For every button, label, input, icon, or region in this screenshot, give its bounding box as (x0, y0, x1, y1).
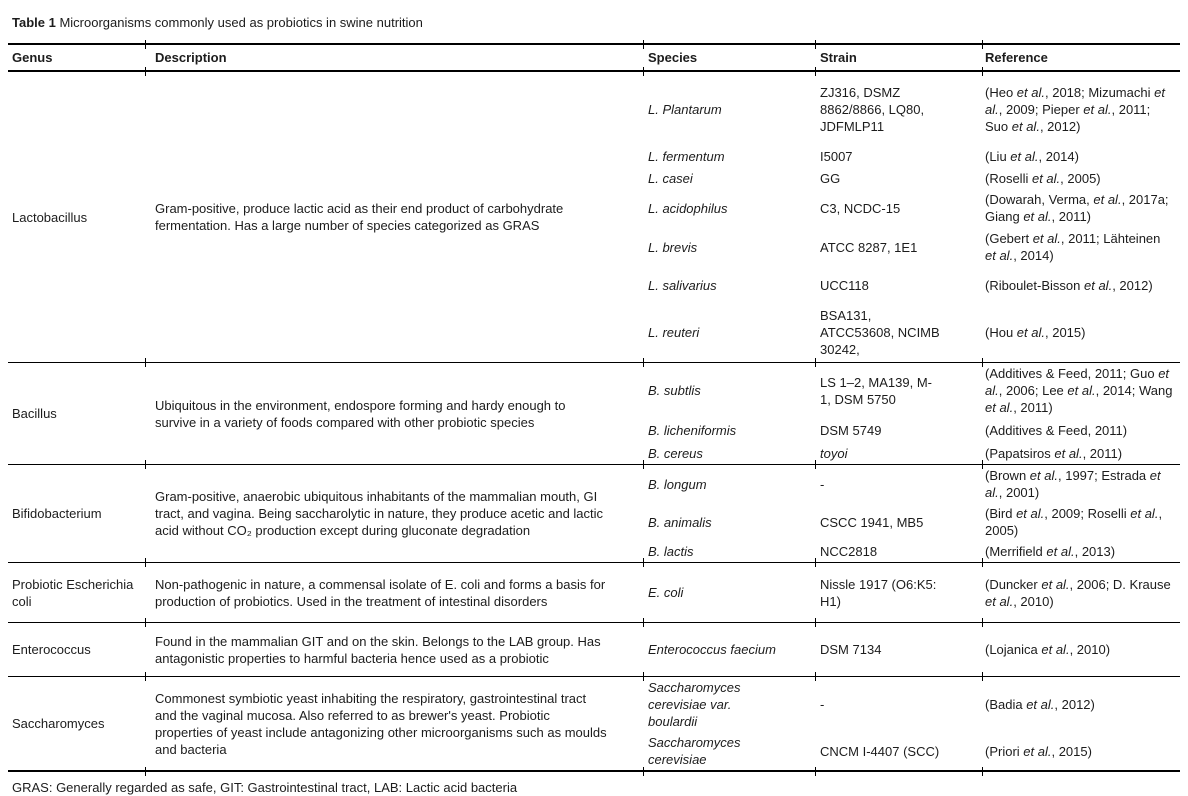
strain-cell: BSA131, ATCC53608, NCIMB 30242, (820, 307, 940, 357)
column-header-species: Species (648, 50, 698, 65)
table-caption (8, 12, 1180, 43)
reference-cell: (Riboulet-Bisson et al., 2012) (985, 277, 1153, 293)
genus-cell: Probiotic Escherichia coli (12, 576, 134, 609)
column-boundary-tick (815, 358, 816, 367)
column-boundary-tick (145, 358, 146, 367)
table-row (643, 227, 1180, 267)
species-rows (643, 563, 1180, 622)
table-row (643, 267, 1180, 303)
table-row (643, 465, 1180, 503)
column-boundary-tick (145, 672, 146, 681)
reference-cell: (Roselli et al., 2005) (985, 170, 1101, 186)
strain-cell: NCC2818 (820, 544, 878, 559)
species-cell: Saccharomyces cerevisiae (648, 735, 741, 767)
description-cell: Commonest symbiotic yeast inhabiting the respiratory, gastrointestinal tract and the vaginal mucosa. Also referred to as brewer's yeast. Probiotic properties of yeast include antagonizing other microorganisms such as moulds and bacteria (155, 690, 607, 757)
column-boundary-tick (643, 40, 644, 49)
species-cell: L. salivarius (648, 277, 717, 293)
column-boundary-tick (982, 558, 983, 567)
table-row (643, 565, 1180, 621)
column-header-reference: Reference (985, 50, 1048, 65)
column-boundary-tick (982, 767, 983, 776)
table-footnote: GRAS: Generally regarded as safe, GIT: Gastrointestinal tract, LAB: Lactic acid bacteria (12, 780, 518, 795)
reference-cell: (Additives & Feed, 2011) (985, 422, 1128, 438)
species-rows (643, 363, 1180, 464)
column-boundary-tick (643, 767, 644, 776)
reference-cell: (Merrifield et al., 2013) (985, 544, 1116, 559)
column-boundary-tick (982, 672, 983, 681)
section-bacillus (8, 362, 1180, 464)
reference-cell: (Hou et al., 2015) (985, 324, 1086, 340)
column-boundary-tick (643, 558, 644, 567)
column-boundary-tick (982, 460, 983, 469)
species-cell: Saccharomyces cerevisiae var. boulardii (648, 680, 741, 729)
table-caption-text: Microorganisms commonly used as probiotics in swine nutrition (55, 15, 423, 30)
species-cell: L. casei (648, 170, 693, 186)
column-boundary-tick (145, 767, 146, 776)
probiotics-table (8, 43, 1180, 772)
species-rows (643, 72, 1180, 362)
table-caption-label: Table 1 (12, 15, 56, 30)
column-boundary-tick (145, 558, 146, 567)
strain-cell: ZJ316, DSMZ 8862/8866, LQ80, JDFMLP11 (820, 84, 925, 134)
reference-cell: (Brown et al., 1997; Estrada et al., 2001) (985, 468, 1161, 500)
table-row (643, 303, 1180, 361)
column-boundary-tick (145, 40, 146, 49)
reference-cell: (Priori et al., 2015) (985, 743, 1092, 759)
column-boundary-tick (815, 672, 816, 681)
column-boundary-tick (643, 358, 644, 367)
table-row (643, 503, 1180, 541)
section-lactobacillus (8, 72, 1180, 362)
genus-cell: Lactobacillus (12, 209, 88, 225)
column-boundary-tick (815, 767, 816, 776)
species-cell: L. brevis (648, 239, 698, 255)
column-boundary-tick (815, 40, 816, 49)
species-cell: B. longum (648, 476, 707, 492)
description-cell: Found in the mammalian GIT and on the skin. Belongs to the LAB group. Has antagonistic properties to harmful bacteria hence used as a probiotic (155, 633, 601, 666)
reference-cell: (Bird et al., 2009; Roselli et al., 2005) (985, 506, 1163, 538)
genus-cell: Bacillus (12, 406, 57, 421)
species-cell: B. licheniformis (648, 422, 737, 438)
species-rows (643, 677, 1180, 770)
strain-cell: ATCC 8287, 1E1 (820, 239, 918, 255)
table-row (643, 442, 1180, 464)
species-rows (643, 623, 1180, 676)
species-cell: Enterococcus faecium (648, 642, 776, 657)
species-cell: L. Plantarum (648, 101, 722, 117)
reference-cell: (Papatsiros et al., 2011) (985, 445, 1123, 461)
species-cell: B. cereus (648, 445, 703, 461)
description-cell: Gram-positive, anaerobic ubiquitous inhabitants of the mammalian mouth, GI tract, and vagina. Being saccharolytic in nature, they produce acetic and lactic acid without CO₂ production except during gluconate degradation (155, 489, 604, 538)
reference-cell: (Duncker et al., 2006; D. Krause et al., 2010) (985, 576, 1171, 609)
column-boundary-tick (815, 558, 816, 567)
section-bifidobacterium (8, 464, 1180, 562)
column-header-genus: Genus (12, 50, 53, 65)
column-boundary-tick (643, 672, 644, 681)
column-boundary-tick (815, 618, 816, 627)
description-cell: Ubiquitous in the environment, endospore forming and hardy enough to survive in a variety of foods compared with other probiotic species (155, 397, 566, 430)
table-row (643, 418, 1180, 442)
column-header-strain: Strain (820, 50, 857, 65)
strain-cell: UCC118 (820, 277, 869, 293)
species-cell: B. lactis (648, 544, 694, 559)
strain-cell: DSM 5749 (820, 422, 882, 438)
description-cell: Non-pathogenic in nature, a commensal isolate of E. coli and forms a basis for production of probiotics. Used in the treatment of intestinal disorders (155, 576, 606, 609)
column-boundary-tick (643, 460, 644, 469)
strain-cell: toyoi (820, 445, 848, 461)
table-row (643, 541, 1180, 562)
section-enterococcus (8, 622, 1180, 676)
strain-cell: Nissle 1917 (O6:K5: H1) (820, 576, 937, 609)
strain-cell: LS 1–2, MA139, M-1, DSM 5750 (820, 374, 932, 407)
table-row (643, 167, 1180, 189)
table-row (643, 677, 1180, 732)
section-probiotic-e-coli (8, 562, 1180, 622)
species-cell: L. acidophilus (648, 200, 728, 216)
table-row (643, 145, 1180, 167)
column-boundary-tick (643, 618, 644, 627)
column-boundary-tick (982, 358, 983, 367)
species-cell: L. reuteri (648, 324, 700, 340)
species-cell: B. animalis (648, 514, 712, 530)
reference-cell: (Gebert et al., 2011; Lähteinen et al., 2014) (985, 231, 1161, 263)
column-boundary-tick (982, 618, 983, 627)
strain-cell: - (820, 697, 825, 712)
reference-cell: (Liu et al., 2014) (985, 148, 1079, 164)
reference-cell: (Dowarah, Verma, et al., 2017a; Giang et al., 2011) (985, 192, 1169, 224)
column-header-description: Description (155, 50, 227, 65)
strain-cell: CSCC 1941, MB5 (820, 514, 924, 530)
strain-cell: I5007 (820, 148, 853, 164)
strain-cell: CNCM I-4407 (SCC) (820, 743, 940, 759)
table-row (643, 732, 1180, 770)
species-cell: E. coli (648, 585, 684, 600)
reference-cell: (Heo et al., 2018; Mizumachi et al., 2009; Pieper et al., 2011; Suo et al., 2012) (985, 84, 1165, 134)
column-boundary-tick (815, 460, 816, 469)
table-header-row (8, 45, 1180, 72)
table-row (643, 73, 1180, 145)
column-boundary-tick (982, 40, 983, 49)
species-cell: B. subtlis (648, 383, 701, 398)
strain-cell: DSM 7134 (820, 642, 882, 657)
section-saccharomyces (8, 676, 1180, 772)
reference-cell: (Lojanica et al., 2010) (985, 642, 1111, 657)
column-boundary-tick (145, 618, 146, 627)
reference-cell: (Additives & Feed, 2011; Guo et al., 2006; Lee et al., 2014; Wang et al., 2011) (985, 366, 1173, 415)
genus-cell: Bifidobacterium (12, 506, 102, 521)
description-cell: Gram-positive, produce lactic acid as their end product of carbohydrate fermentation. Has a large number of species categorized as GRAS (155, 201, 564, 233)
species-cell: L. fermentum (648, 148, 725, 164)
strain-cell: - (820, 476, 825, 492)
genus-cell: Enterococcus (12, 642, 91, 657)
species-rows (643, 465, 1180, 562)
reference-cell: (Badia et al., 2012) (985, 697, 1095, 712)
genus-cell: Saccharomyces (12, 716, 105, 731)
strain-cell: C3, NCDC-15 (820, 200, 901, 216)
table-row (643, 363, 1180, 418)
table-row (643, 189, 1180, 227)
column-boundary-tick (145, 460, 146, 469)
strain-cell: GG (820, 170, 841, 186)
table-row (643, 625, 1180, 675)
